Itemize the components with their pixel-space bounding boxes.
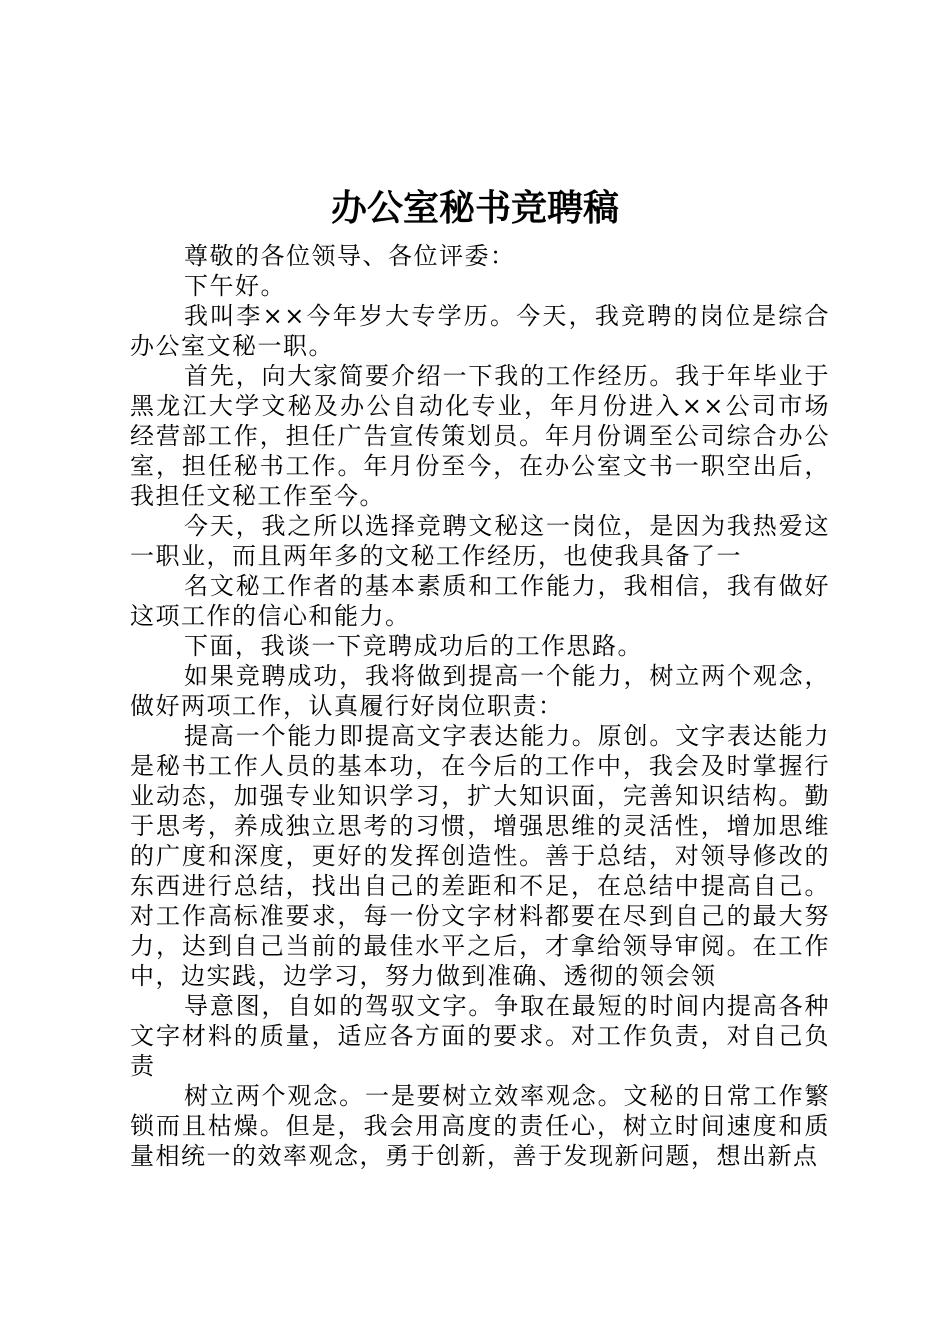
paragraph-salutation: 下午好。 [184, 272, 286, 300]
paragraph-ability-continued: 导意图，自如的驾驭文字。争取在最短的时间内提高各种文字材料的质量，适应各方面的要求。对工作负责，对自己负责 [130, 992, 830, 1080]
paragraph-greeting: 尊敬的各位领导、各位评委： [184, 242, 516, 270]
paragraph-motivation-continued: 名文秘工作者的基本素质和工作能力，我相信，我有做好这项工作的信心和能力。 [130, 572, 830, 630]
paragraph-motivation: 今天，我之所以选择竞聘文秘这一岗位，是因为我热爱这一职业，而且两年多的文秘工作经历，也使我具备了一 [130, 512, 830, 570]
document-title: 办公室秘书竞聘稿 [330, 187, 619, 229]
paragraph-plan-intro: 下面，我谈一下竞聘成功后的工作思路。 [184, 632, 643, 660]
paragraph-ability: 提高一个能力即提高文字表达能力。原创。文字表达能力是秘书工作人员的基本功，在今后的工作中，我会及时掌握行业动态，加强专业知识学习，扩大知识面，完善知识结构。勤于思考，养成独立思考的习惯，增强思维的灵活性，增加思维的广度和深度，更好的发挥创造性。善于总结，对领导修改的东西进行总结，找出自己的差距和不足，在总结中提高自己。对工作高标准要求，每一份文字材料都要在尽到自己的最大努力，达到自己当前的最佳水平之后，才拿给领导审阅。在工作中，边实践，边学习，努力做到准确、透彻的领会领 [130, 722, 830, 990]
paragraph-work-history: 首先，向大家简要介绍一下我的工作经历。我于年毕业于黑龙江大学文秘及办公自动化专业，年月份进入××公司市场经营部工作，担任广告宣传策划员。年月份调至公司综合办公室，担任秘书工作。年月份至今，在办公室文书一职空出后，我担任文秘工作至今。 [130, 362, 830, 510]
paragraph-introduction: 我叫李××今年岁大专学历。今天，我竞聘的岗位是综合办公室文秘一职。 [130, 302, 830, 360]
paragraph-concepts: 树立两个观念。一是要树立效率观念。文秘的日常工作繁锁而且枯燥。但是，我会用高度的责任心，树立时间速度和质量相统一的效率观念，勇于创新，善于发现新问题，想出新点 [130, 1082, 830, 1170]
paragraph-plan-summary: 如果竞聘成功，我将做到提高一个能力，树立两个观念，做好两项工作，认真履行好岗位职责： [130, 662, 830, 720]
document-body [130, 241, 830, 1171]
